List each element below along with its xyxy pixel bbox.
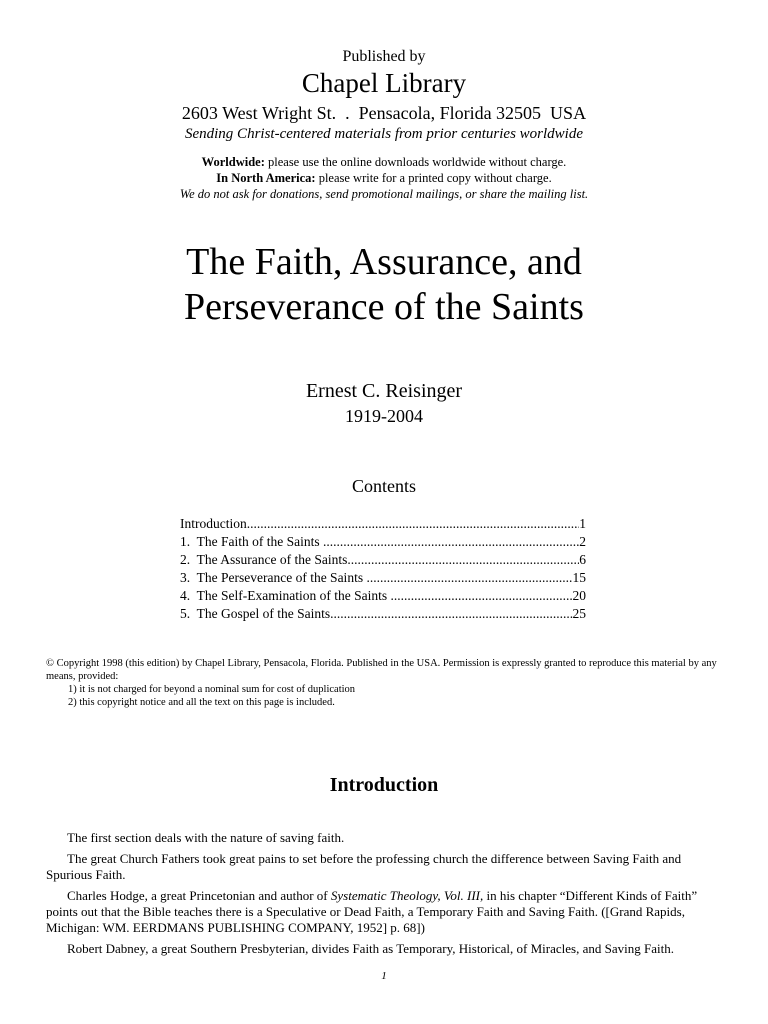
toc-entry-gospel[interactable] [180,605,586,623]
toc-entry-label: 1. The Faith of the Saints [180,534,323,549]
worldwide-label: Worldwide: [201,155,265,169]
publisher-tagline: Sending Christ-centered materials from prior centuries worldwide [184,126,584,142]
toc-leader-dots [390,587,572,605]
copyright-main: © Copyright 1998 (this edition) by Chapel Library, Pensacola, Florida. Published in the USA. Permission is expressly granted to reproduce this material by any means, provided: [46,658,717,682]
publisher-address: 2603 West Wright St. . Pensacola, Florida 32505 USA [181,103,587,123]
toc-leader-dots [366,569,572,587]
toc-leader-dots [347,551,579,569]
north-america-notice [0,171,768,186]
toc-entry-faith[interactable] [180,533,586,551]
copyright-notice [46,657,726,709]
toc-leader-dots [247,515,580,533]
table-of-contents [180,515,586,623]
toc-leader-dots [330,605,572,623]
introduction-heading: Introduction [329,774,439,796]
page-number: 1 [381,970,387,982]
north-america-text: please write for a printed copy without charge. [315,171,552,185]
p3-text-end: in his chapter “Different Kinds of Faith” points out that the Bible teaches there is a Speculative or Dead Faith, a Temporary Faith and Saving Faith. ([Grand Rapids, Michigan: WM. EERDMANS PUBLISHING COMPANY, 1952] p. 68]) [46,888,698,935]
intro-paragraph-3 [46,888,722,936]
copyright-condition-2: 2) this copyright notice and all the text on this page is included. [68,697,335,708]
author-years: 1919-2004 [345,406,423,426]
toc-entry-label: 5. The Gospel of the Saints [180,606,331,621]
toc-entry-page: 6 [579,552,586,567]
toc-entry-page: 1 [579,516,586,531]
contents-heading: Contents [351,476,416,496]
toc-entry-page: 2 [579,534,586,549]
toc-entry-page: 20 [572,588,586,603]
p3-book-title: Systematic Theology, Vol. III, [330,888,484,903]
toc-leader-dots [323,533,579,551]
introduction-body [46,830,722,962]
toc-entry-label: 2. The Assurance of the Saints [180,552,348,567]
worldwide-text: please use the online downloads worldwide without charge. [264,155,567,169]
toc-entry-assurance[interactable] [180,551,586,569]
toc-entry-page: 25 [572,606,586,621]
toc-entry-label: Introduction [180,516,247,531]
intro-paragraph-1: The first section deals with the nature of saving faith. [67,830,345,845]
toc-entry-self-examination[interactable] [180,587,586,605]
intro-paragraph-4: Robert Dabney, a great Southern Presbyterian, divides Faith as Temporary, Historical, of Miracles, and Saving Faith. [67,941,674,956]
toc-entry-label: 4. The Self-Examination of the Saints [180,588,391,603]
published-by-label: Published by [342,48,426,65]
intro-paragraph-2: The great Church Fathers took great pains to set before the professing church the difference between Saving Faith and Spurious Faith. [46,851,682,882]
disclaimer-notice: We do not ask for donations, send promotional mailings, or share the mailing list. [179,187,589,201]
toc-entry-page: 15 [572,570,586,585]
book-title [0,240,768,330]
p3-text-start: Charles Hodge, a great Princetonian and author of [67,888,331,903]
copyright-condition-1: 1) it is not charged for beyond a nominal sum for cost of duplication [68,684,356,695]
toc-entry-label: 3. The Perseverance of the Saints [180,570,367,585]
author-name: Ernest C. Reisinger [305,380,463,402]
title-line-1: The Faith, Assurance, and [186,241,582,283]
title-line-2: Perseverance of the Saints [184,286,584,328]
toc-entry-introduction[interactable] [180,515,586,533]
worldwide-notice [0,155,768,170]
publisher-name: Chapel Library [301,68,467,98]
north-america-label: In North America: [216,171,316,185]
toc-entry-perseverance[interactable] [180,569,586,587]
